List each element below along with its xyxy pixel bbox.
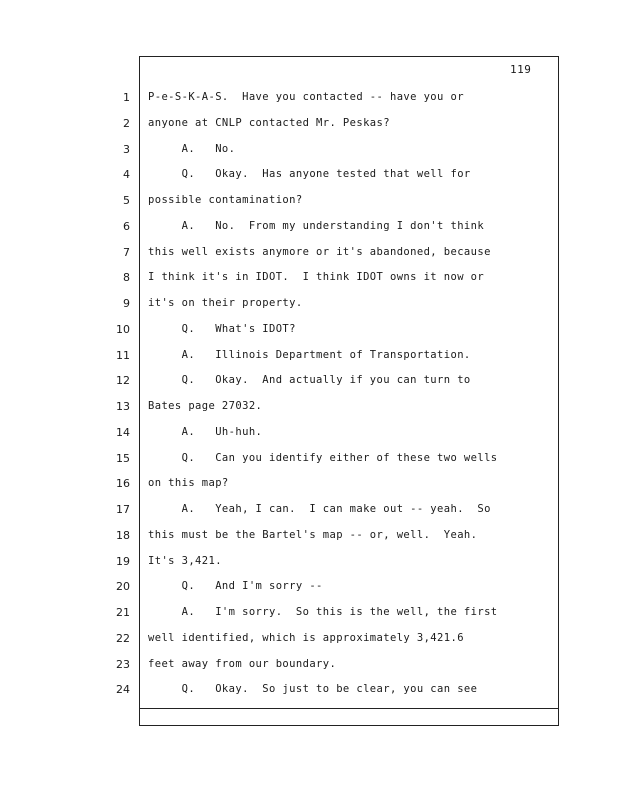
line-number: 5 (123, 194, 130, 207)
line-number: 14 (116, 426, 130, 439)
transcript-line: A. No. (148, 143, 236, 155)
transcript-line: Bates page 27032. (148, 400, 263, 412)
line-number: 13 (116, 400, 130, 413)
line-number: 9 (123, 297, 130, 310)
line-number: 4 (123, 168, 130, 181)
transcript-line: this must be the Bartel's map -- or, well. Yeah. (148, 529, 478, 541)
transcript-line: P-e-S-K-A-S. Have you contacted -- have you or (148, 91, 464, 103)
line-number: 20 (116, 580, 130, 593)
transcript-line: on this map? (148, 477, 229, 489)
transcript-line: Q. Okay. So just to be clear, you can see (148, 683, 478, 695)
bottom-rule (139, 708, 559, 709)
line-number: 7 (123, 246, 130, 259)
transcript-line: A. Yeah, I can. I can make out -- yeah. So (148, 503, 491, 515)
transcript-line: Q. Okay. And actually if you can turn to (148, 374, 471, 386)
transcript-line: A. No. From my understanding I don't think (148, 220, 485, 232)
transcript-line: A. Illinois Department of Transportation. (148, 349, 471, 361)
line-number: 10 (116, 323, 130, 336)
transcript-line: Q. What's IDOT? (148, 323, 296, 335)
line-number: 21 (116, 606, 130, 619)
line-number: 23 (116, 658, 130, 671)
transcript-line: A. Uh-huh. (148, 426, 263, 438)
line-number: 3 (123, 143, 130, 156)
transcript-line: anyone at CNLP contacted Mr. Peskas? (148, 117, 390, 129)
line-number: 11 (116, 349, 130, 362)
transcript-line: A. I'm sorry. So this is the well, the first (148, 606, 498, 618)
line-number: 22 (116, 632, 130, 645)
line-number: 18 (116, 529, 130, 542)
line-number: 24 (116, 683, 130, 696)
transcript-line: Q. And I'm sorry -- (148, 580, 323, 592)
transcript-line: I think it's in IDOT. I think IDOT owns it now or (148, 271, 485, 283)
transcript-line: Q. Okay. Has anyone tested that well for (148, 168, 471, 180)
line-number: 2 (123, 117, 130, 130)
transcript-line: well identified, which is approximately 3,421.6 (148, 632, 464, 644)
transcript-line: this well exists anymore or it's abandoned, because (148, 246, 491, 258)
transcript-line: it's on their property. (148, 297, 303, 309)
line-number: 17 (116, 503, 130, 516)
line-number: 8 (123, 271, 130, 284)
line-number: 16 (116, 477, 130, 490)
line-number: 15 (116, 452, 130, 465)
transcript-line: feet away from our boundary. (148, 658, 337, 670)
page-number: 119 (510, 63, 532, 76)
line-number: 1 (123, 91, 130, 104)
transcript-line: It's 3,421. (148, 555, 222, 567)
transcript-page-frame (139, 56, 559, 726)
transcript-line: possible contamination? (148, 194, 303, 206)
line-number: 19 (116, 555, 130, 568)
line-number: 6 (123, 220, 130, 233)
transcript-line: Q. Can you identify either of these two wells (148, 452, 498, 464)
line-number: 12 (116, 374, 130, 387)
